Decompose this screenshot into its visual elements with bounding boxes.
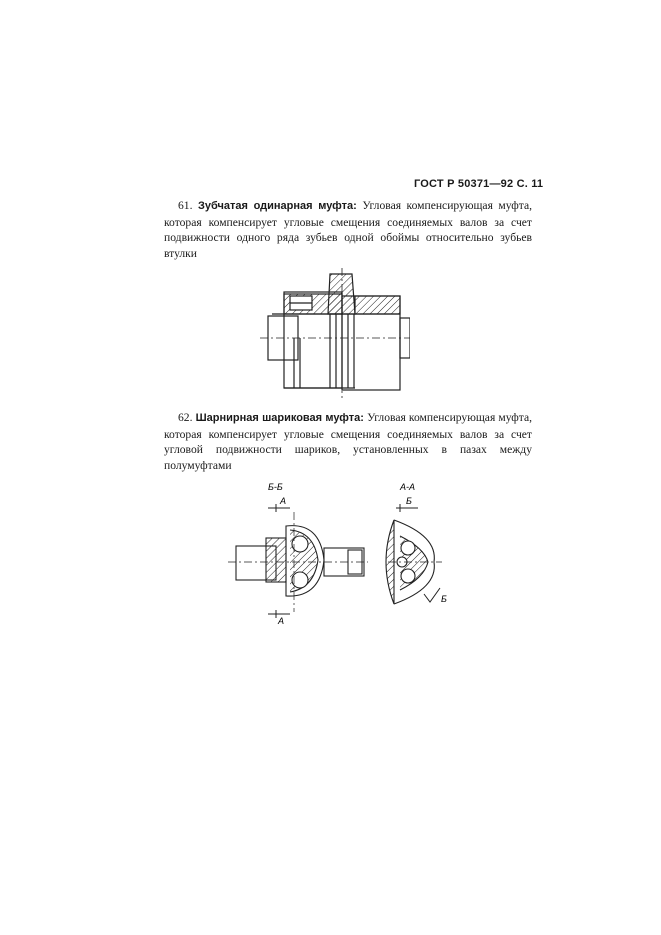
term-title: Шарнирная шариковая муфта:	[195, 412, 364, 424]
ball-joint-coupling-figure	[228, 476, 468, 626]
section-label-bb: Б-Б	[268, 482, 283, 492]
term-61	[164, 198, 532, 261]
cut-mark-b-bottom: Б	[441, 594, 447, 604]
cut-mark-a-bottom: А	[278, 616, 285, 626]
section-label-aa: А-А	[400, 482, 416, 492]
term-number: 62.	[178, 411, 193, 424]
gear-coupling-figure	[260, 268, 410, 398]
cut-mark-a-top: А	[280, 496, 287, 506]
cut-mark-b-top: Б	[406, 496, 412, 506]
term-62	[164, 410, 532, 473]
term-definition: Угловая компенсирующая муфта, которая компенсирует угловые смещения соединяемых валов за счет подвижности одного ряда зубьев одной обоймы относительно зубьев втулки	[164, 199, 532, 260]
term-title: Зубчатая одинарная муфта:	[197, 200, 357, 212]
term-definition: Угловая компенсирующая муфта, которая компенсирует угловые смещения соединяемых валов за счет угловой подвижности шариков, установленных в пазах между полумуфтами	[164, 411, 532, 472]
page-header: ГОСТ Р 50371—92 С. 11	[414, 178, 544, 190]
term-number: 61.	[178, 199, 193, 212]
